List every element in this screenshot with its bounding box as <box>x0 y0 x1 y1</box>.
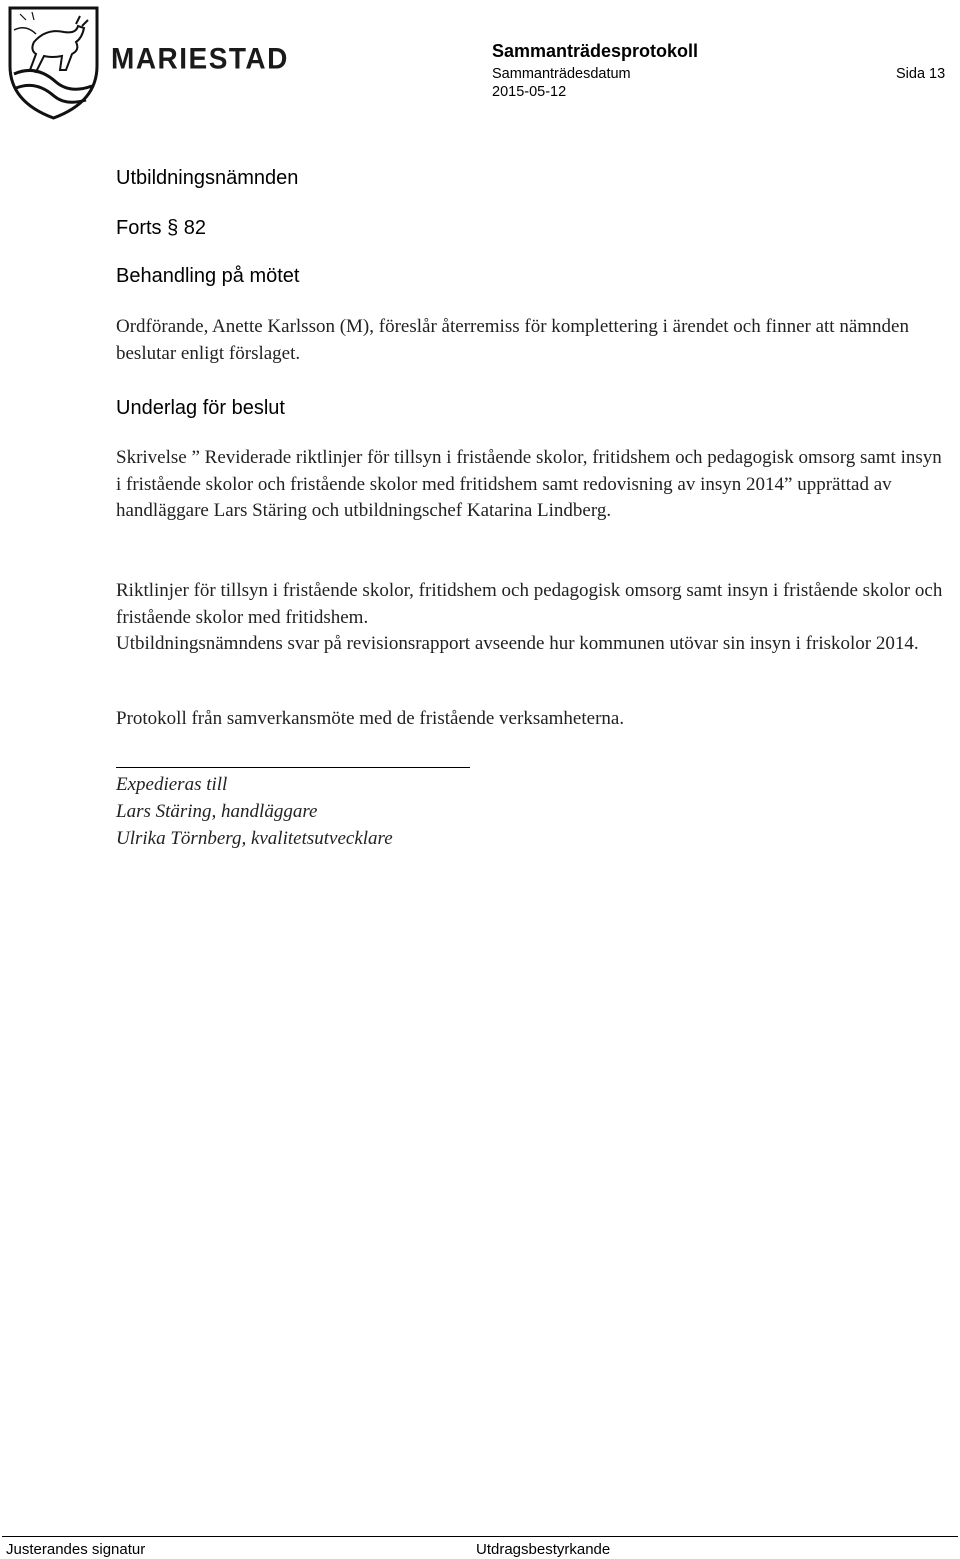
footer-line <box>2 1536 958 1537</box>
footer-extract-label: Utdragsbestyrkande <box>476 1541 611 1558</box>
coat-of-arms-icon <box>6 4 101 122</box>
basis-paragraph-4: Protokoll från samverkansmöte med de fristående verksamheterna. <box>116 708 625 729</box>
committee-heading: Utbildningsnämnden <box>116 167 299 189</box>
basis-block <box>116 445 946 525</box>
basis-paragraph-2: Riktlinjer för tillsyn i fristående skolor, fritidshem och pedagogisk omsorg samt insyn i fristående skolor och fristående skolor med fritidshem. <box>116 580 943 628</box>
meeting-date: 2015-05-12 <box>492 84 567 100</box>
section-heading: Forts § 82 <box>116 217 207 239</box>
basis-paragraph-1: Skrivelse ” Reviderade riktlinjer för tillsyn i fristående skolor, fritidshem och pedagogisk omsorg samt insyn i fristående skolor och fristående skolor med fritidshem samt redovisning av insyn 2014” upprättad av handläggare Lars Stäring och utbildningschef Katarina Lindberg. <box>116 447 942 521</box>
meeting-date-label: Sammanträdesdatum <box>492 66 631 82</box>
meeting-text: Ordförande, Anette Karlsson (M), föreslår återremiss för komplettering i ärendet och finner att nämnden beslutar enligt förslaget. <box>116 316 909 364</box>
distribution-recipient: Lars Stäring, handläggare <box>116 801 318 822</box>
meeting-heading: Behandling på mötet <box>116 265 300 287</box>
basis-block-3 <box>116 706 946 733</box>
logo-wordmark: MARIESTAD <box>111 42 289 75</box>
basis-paragraph-3: Utbildningsnämndens svar på revisionsrapport avseende hur kommunen utövar sin insyn i friskolor 2014. <box>116 633 919 654</box>
basis-heading: Underlag för beslut <box>116 397 285 419</box>
distribution-title: Expedieras till <box>116 774 228 795</box>
document-title: Sammanträdesprotokoll <box>492 41 699 61</box>
distribution-recipient: Ulrika Törnberg, kvalitetsutvecklare <box>116 828 393 849</box>
footer-signature-label: Justerandes signatur <box>6 1541 146 1558</box>
separator-line <box>116 767 470 768</box>
page-number: Sida 13 <box>896 66 946 82</box>
meeting-paragraph <box>116 314 946 367</box>
municipality-logo <box>6 4 289 124</box>
basis-block-2 <box>116 578 946 658</box>
